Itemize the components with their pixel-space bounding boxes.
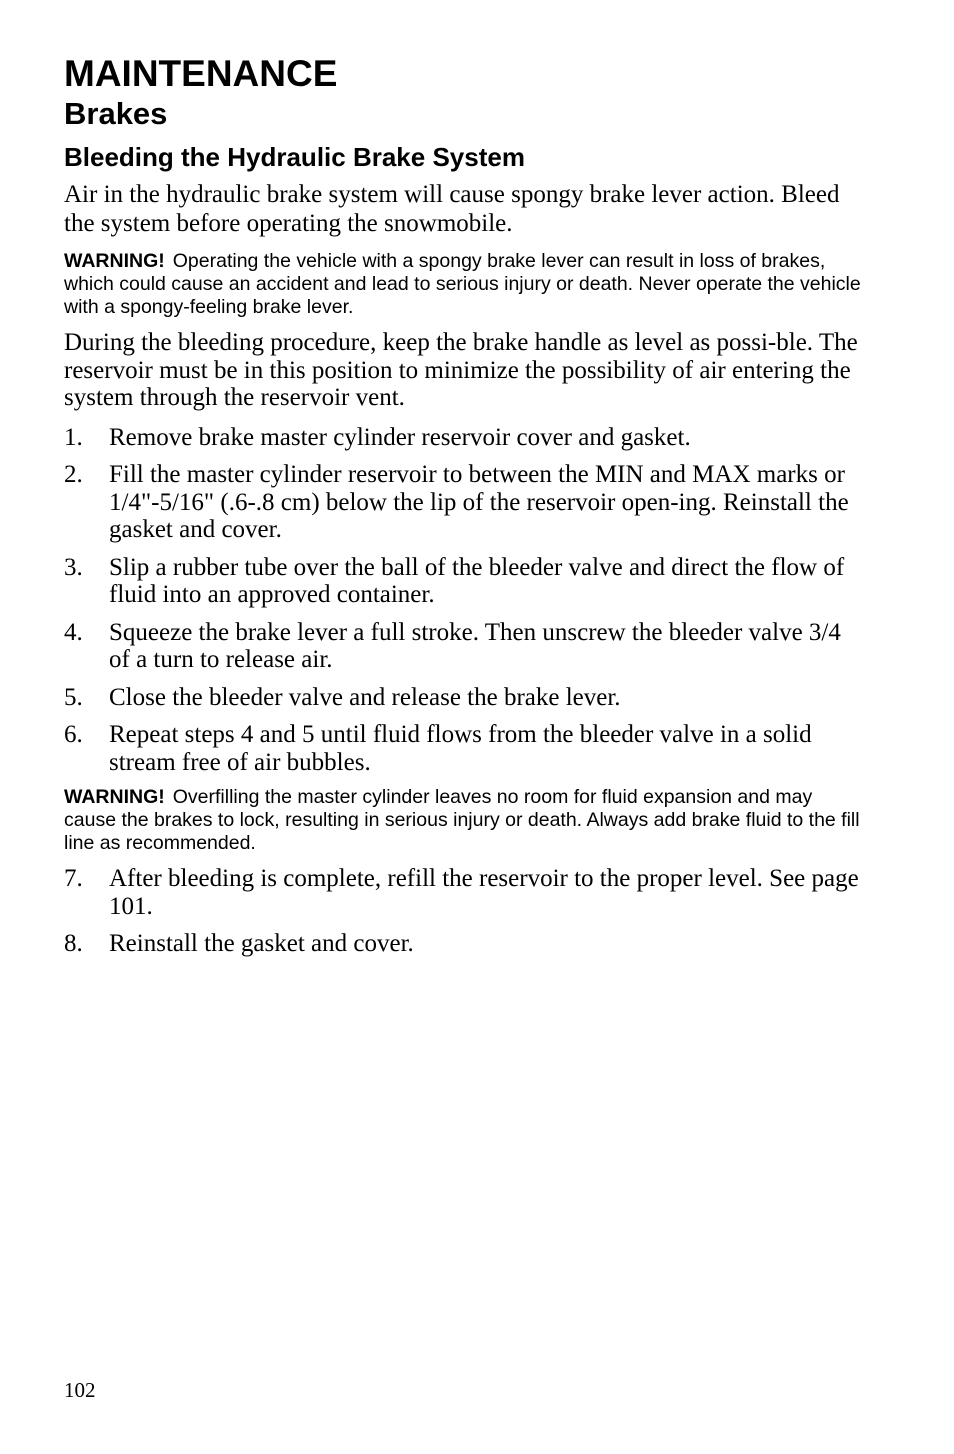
step-text: Close the bleeder valve and release the brake lever. [109, 683, 621, 711]
step-item [64, 554, 864, 609]
topic-title: Bleeding the Hydraulic Brake System [64, 142, 525, 172]
step-text: Fill the master cylinder reservoir to between the MIN and MAX marks or 1/4"-5/16" (.6-.8 cm) below the lip of the reservoir open-ing. Reinstall the gasket and cover. [109, 461, 849, 543]
warning-overfilling [64, 786, 864, 855]
warning-text: Overfilling the master cylinder leaves no room for fluid expansion and may cause the brakes to lock, resulting in serious injury or death. Always add brake fluid to the fill line as recommended. [64, 786, 860, 854]
step-number: 8. [64, 930, 83, 957]
step-text: Remove brake master cylinder reservoir cover and gasket. [109, 423, 691, 451]
manual-page [64, 52, 864, 968]
step-number: 2. [64, 461, 83, 488]
step-number: 1. [64, 423, 83, 451]
step-number: 3. [64, 553, 83, 581]
step-item [64, 865, 864, 920]
step-text: Slip a rubber tube over the ball of the bleeder valve and direct the flow of fluid into an approved container. [109, 553, 845, 608]
step-number: 7. [64, 865, 83, 892]
step-text: After bleeding is complete, refill the reservoir to the proper level. See page 101. [109, 865, 859, 920]
procedure-note: During the bleeding procedure, keep the brake handle as level as possi-ble. The reservoir must be in this position to minimize the possibility of air entering the system through the reservoir vent. [64, 329, 858, 411]
step-item [64, 424, 864, 452]
warning-label: WARNING! [64, 786, 165, 808]
step-text: Reinstall the gasket and cover. [109, 930, 414, 957]
page-number: 102 [64, 1378, 96, 1402]
final-steps [64, 865, 864, 958]
step-item [64, 721, 864, 776]
subsection-title: Brakes [64, 96, 168, 131]
bleeding-steps [64, 424, 864, 777]
step-number: 6. [64, 721, 83, 748]
warning-label: WARNING! [64, 250, 165, 272]
step-text: Squeeze the brake lever a full stroke. Then unscrew the bleeder valve 3/4 of a turn to release air. [109, 618, 841, 673]
section-title: MAINTENANCE [64, 53, 338, 94]
step-item [64, 684, 864, 712]
warning-spongy-lever [64, 250, 864, 319]
intro-paragraph: Air in the hydraulic brake system will cause spongy brake lever action. Bleed the system before operating the snowmobile. [64, 181, 840, 237]
warning-text: Operating the vehicle with a spongy brake lever can result in loss of brakes, which could cause an accident and lead to serious injury or death. Never operate the vehicle with a spongy-feeling brake lever. [64, 250, 861, 318]
step-item [64, 461, 864, 544]
step-item [64, 930, 864, 958]
step-number: 5. [64, 683, 83, 711]
step-number: 4. [64, 618, 83, 646]
step-text: Repeat steps 4 and 5 until fluid flows from the bleeder valve in a solid stream free of air bubbles. [109, 721, 812, 776]
step-item [64, 619, 864, 674]
